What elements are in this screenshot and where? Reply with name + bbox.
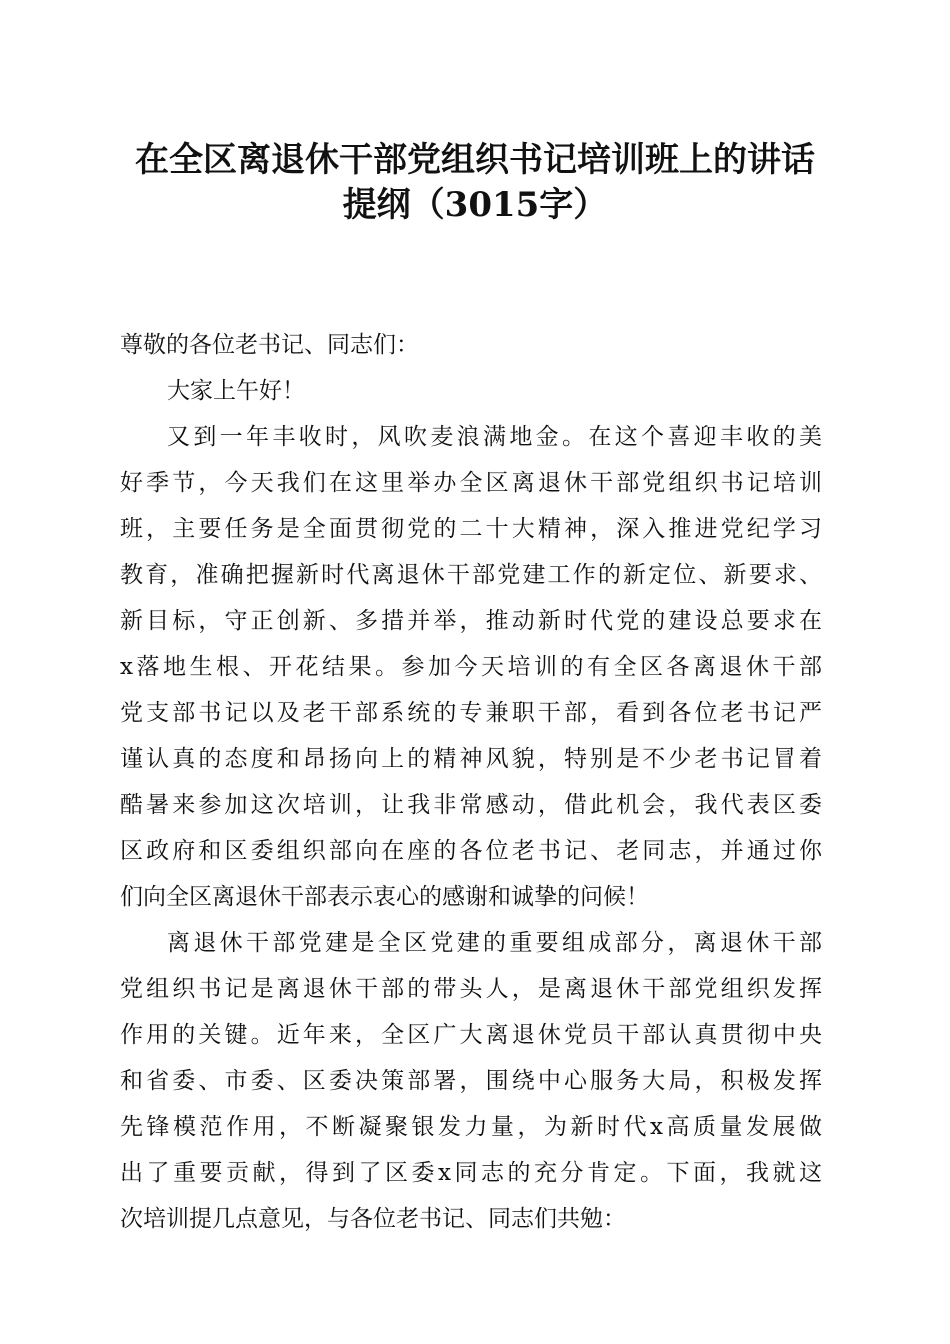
document-title-line-1: 在全区离退休干部党组织书记培训班上的讲话 — [135, 140, 815, 180]
paragraph-line: x落地生根、开花结果。参加今天培训的有全区各离退休干部 — [120, 654, 822, 680]
paragraph-line: 们向全区离退休干部表示衷心的感谢和诚挚的问候！ — [120, 884, 649, 910]
paragraph-line: 次培训提几点意见，与各位老书记、同志们共勉： — [120, 1206, 626, 1232]
salutation: 尊敬的各位老书记、同志们： — [120, 332, 419, 358]
paragraph-line: 作用的关键。近年来，全区广大离退休党员干部认真贯彻中央 — [120, 1022, 822, 1048]
paragraph-line: 又到一年丰收时，风吹麦浪满地金。在这个喜迎丰收的美 — [167, 424, 822, 450]
paragraph — [120, 920, 822, 1242]
greeting: 大家上午好！ — [167, 378, 305, 404]
paragraphs — [120, 414, 822, 1242]
document-title-line-2: 提纲（3015字） — [342, 185, 608, 225]
document-body — [120, 322, 822, 1242]
paragraph-line: 区政府和区委组织部向在座的各位老书记、老同志，并通过你 — [120, 838, 822, 864]
paragraph-line: 谨认真的态度和昂扬向上的精神风貌，特别是不少老书记冒着 — [120, 746, 822, 772]
paragraph-line: 党支部书记以及老干部系统的专兼职干部，看到各位老书记严 — [120, 700, 822, 726]
paragraph-line: 班，主要任务是全面贯彻党的二十大精神，深入推进党纪学习 — [120, 516, 822, 542]
paragraph-line: 酷暑来参加这次培训，让我非常感动，借此机会，我代表区委 — [120, 792, 822, 818]
paragraph-line: 出了重要贡献，得到了区委x同志的充分肯定。下面，我就这 — [120, 1160, 822, 1186]
paragraph-line: 教育，准确把握新时代离退休干部党建工作的新定位、新要求、 — [120, 562, 822, 588]
paragraph-line: 党组织书记是离退休干部的带头人，是离退休干部党组织发挥 — [120, 976, 822, 1002]
paragraph-line: 好季节，今天我们在这里举办全区离退休干部党组织书记培训 — [120, 470, 822, 496]
paragraph-line: 先锋模范作用，不断凝聚银发力量，为新时代x高质量发展做 — [120, 1114, 822, 1140]
paragraph — [120, 414, 822, 920]
paragraph-line: 和省委、市委、区委决策部署，围绕中心服务大局，积极发挥 — [120, 1068, 822, 1094]
paragraph-line: 新目标，守正创新、多措并举，推动新时代党的建设总要求在 — [120, 608, 822, 634]
paragraph-line: 离退休干部党建是全区党建的重要组成部分，离退休干部 — [167, 930, 822, 956]
